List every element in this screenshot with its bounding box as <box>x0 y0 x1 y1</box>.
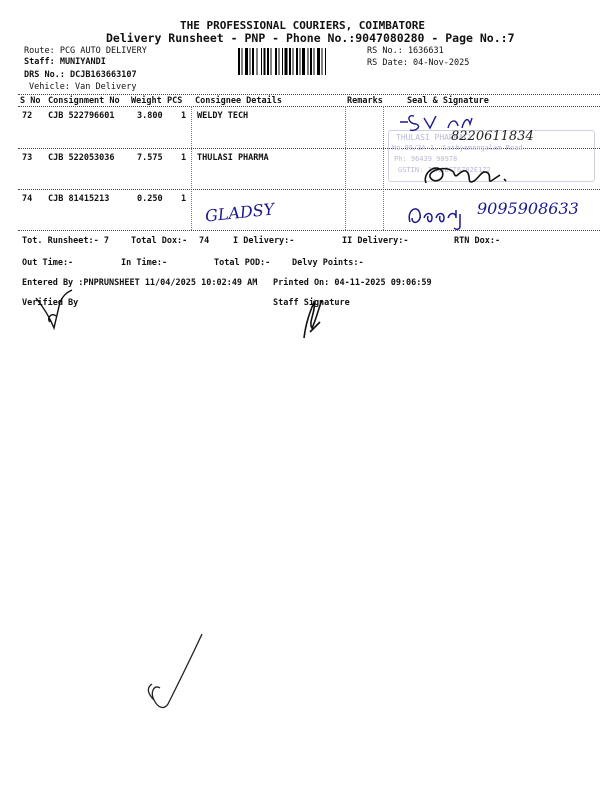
col-header-remarks: Remarks <box>347 96 383 106</box>
row-pcs: 1 <box>181 111 187 121</box>
handwritten-name: GLADSY <box>204 199 276 226</box>
col-header-pcs: PCS <box>167 96 183 106</box>
row-pcs: 1 <box>181 153 187 163</box>
col-header-sno: S No <box>20 96 41 106</box>
in-time: In Time:- <box>121 258 168 268</box>
col-divider <box>345 106 346 230</box>
delvy-points: Delvy Points:- <box>292 258 364 268</box>
pen-mark <box>140 630 210 720</box>
total-runsheet: Tot. Runsheet:- 7 <box>22 236 109 246</box>
verifier-signature <box>30 288 80 338</box>
rs-date: RS Date: 04-Nov-2025 <box>367 58 470 68</box>
stamp-line: GSTIN: 33AABCT6782E1Z2 <box>398 166 491 174</box>
col-divider <box>383 106 384 230</box>
row-consignee: THULASI PHARMA <box>197 153 269 163</box>
i-delivery: I Delivery:- <box>233 236 295 246</box>
table-header-rule <box>18 106 600 107</box>
rs-number: RS No.: 1636631 <box>367 46 444 56</box>
col-header-weight: Weight <box>131 96 162 106</box>
handwritten-phone: 8220611834 <box>451 129 534 144</box>
row-sno: 72 <box>22 111 33 121</box>
staff-label: Staff: MUNIYANDI <box>24 57 106 67</box>
stamp-line: Ph: 96439 90978 <box>394 155 458 163</box>
row-weight: 0.250 <box>137 194 163 204</box>
row-consignment: CJB 522053036 <box>48 153 115 163</box>
total-dox-label: Total Dox:- <box>131 236 188 246</box>
row-weight: 3.800 <box>137 111 163 121</box>
table-top-rule <box>18 94 600 95</box>
col-divider <box>191 106 192 230</box>
staff-signature-label: Staff Signature <box>273 298 350 308</box>
staff-signature <box>296 292 336 342</box>
row-pcs: 1 <box>181 194 187 204</box>
col-header-consignment: Consignment No <box>48 96 120 106</box>
rtn-dox: RTN Dox:- <box>454 236 501 246</box>
row-weight: 7.575 <box>137 153 163 163</box>
route-label: Route: PCG AUTO DELIVERY <box>24 46 147 56</box>
verified-by: Verified By <box>22 298 79 308</box>
runsheet-subtitle: Delivery Runsheet - PNP - Phone No.:9047080280 - Page No.:7 <box>106 31 515 45</box>
handwritten-phone: 9095908633 <box>477 199 579 218</box>
barcode <box>238 48 363 75</box>
row-consignment: CJB 81415213 <box>48 194 110 204</box>
col-header-consignee: Consignee Details <box>195 96 282 106</box>
ii-delivery: II Delivery:- <box>342 236 409 246</box>
total-dox-value: 74 <box>199 236 210 246</box>
row-consignee: WELDY TECH <box>197 111 249 121</box>
handwritten-signature <box>404 200 468 230</box>
printed-on: Printed On: 04-11-2025 09:06:59 <box>273 278 432 288</box>
table-bottom-rule <box>18 230 600 231</box>
drs-number: DRS No.: DCJB163663107 <box>24 70 137 80</box>
row-sno: 73 <box>22 153 33 163</box>
handwritten-signature <box>420 155 510 191</box>
total-pod: Total POD:- <box>214 258 271 268</box>
out-time: Out Time:- <box>22 258 74 268</box>
vehicle-label: Vehicle: Van Delivery <box>29 82 137 92</box>
entered-by: Entered By :PNPRUNSHEET 11/04/2025 10:02:49 AM <box>22 278 258 288</box>
row-consignment: CJB 522796601 <box>48 111 115 121</box>
stamp-line: No.96/3A-1, Sathyamangalam Road <box>392 144 523 152</box>
col-header-seal: Seal & Signature <box>407 96 489 106</box>
row-sno: 74 <box>22 194 33 204</box>
company-title: THE PROFESSIONAL COURIERS, COIMBATORE <box>180 19 426 32</box>
stamp-line: THULASI PHARMACY <box>396 133 474 142</box>
